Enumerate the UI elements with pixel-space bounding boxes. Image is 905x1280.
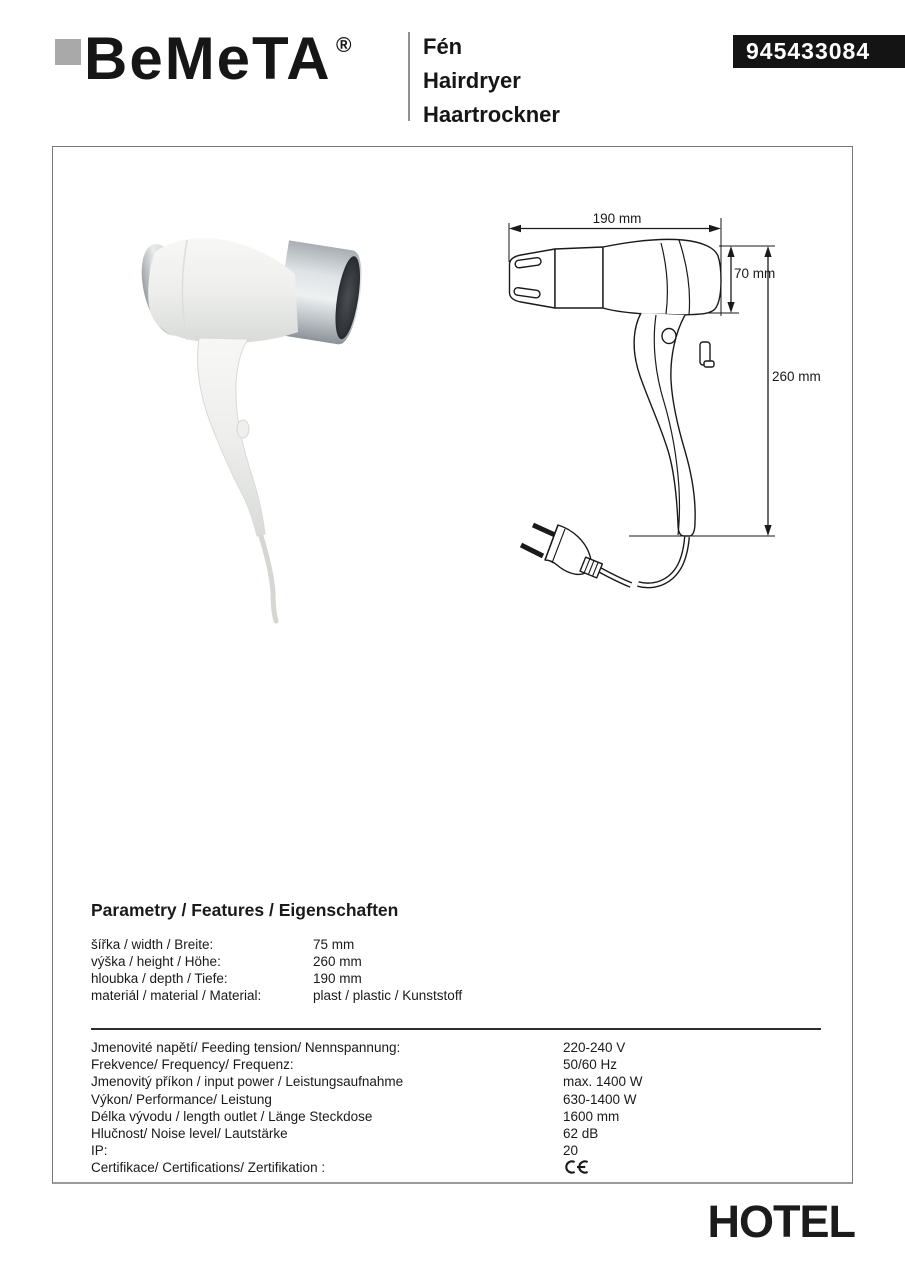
spec-value: 1600 mm <box>563 1108 620 1124</box>
spec-value: 630-1400 W <box>563 1091 637 1107</box>
parameter-value: 260 mm <box>313 954 362 969</box>
dim-label-head-height: 70 mm <box>734 266 776 281</box>
spec-label: Frekvence/ Frequency/ Frequenz: <box>91 1057 294 1073</box>
spec-value: 220-240 V <box>563 1040 626 1055</box>
parameter-row <box>91 936 831 953</box>
spec-divider <box>91 1028 821 1030</box>
spec-label: Certifikace/ Certifications/ Zertifikation : <box>91 1160 326 1176</box>
parameter-label: materiál / material / Material: <box>91 988 262 1003</box>
brand-logo: BeMeTA <box>84 25 332 92</box>
power-plug <box>521 525 602 578</box>
parameter-value: 190 mm <box>313 971 362 986</box>
spec-row <box>91 1091 851 1108</box>
product-photo <box>121 224 401 624</box>
spec-label: Jmenovitý příkon / input power / Leistungsaufnahme <box>91 1074 404 1090</box>
spec-row <box>91 1159 851 1176</box>
product-title-en: Hairdryer <box>423 68 521 93</box>
collection-label: HOTEL <box>707 1196 855 1247</box>
hairdryer-switch <box>237 420 249 438</box>
spec-row <box>91 1108 851 1125</box>
spec-value: 62 dB <box>563 1126 599 1142</box>
spec-value: 50/60 Hz <box>563 1057 618 1073</box>
spec-label: Délka vývodu / length outlet / Länge Steckdose <box>91 1108 373 1124</box>
parameter-label: hloubka / depth / Tiefe: <box>91 971 228 986</box>
parameter-row <box>91 970 831 987</box>
spec-label: Hlučnost/ Noise level/ Lautstärke <box>91 1126 288 1142</box>
spec-value: 20 <box>563 1143 579 1159</box>
dim-label-height: 260 mm <box>772 369 821 384</box>
registered-trademark-icon: ® <box>336 34 352 57</box>
specs-table <box>91 1039 851 1177</box>
power-cord <box>600 537 687 585</box>
spec-label: Jmenovité napětí/ Feeding tension/ Nennspannung: <box>91 1040 401 1055</box>
parameters-heading: Parametry / Features / Eigenschaften <box>91 900 399 920</box>
parameter-value: 75 mm <box>313 937 355 952</box>
parameter-value: plast / plastic / Kunststoff <box>313 988 463 1003</box>
product-title <box>423 30 560 132</box>
spec-row <box>91 1142 851 1159</box>
parameter-label: šířka / width / Breite: <box>91 937 214 952</box>
ce-mark-icon <box>563 1159 589 1175</box>
header-divider <box>408 32 410 121</box>
parameter-label: výška / height / Höhe: <box>91 954 221 969</box>
parameters-table <box>91 936 831 1004</box>
product-title-de: Haartrockner <box>423 102 560 127</box>
hairdryer-body <box>148 238 298 343</box>
hairdryer-handle <box>198 338 265 536</box>
product-title-cs: Fén <box>423 34 463 59</box>
logo-square-icon <box>55 39 81 65</box>
spec-row <box>91 1073 851 1090</box>
hairdryer-cord <box>261 536 276 621</box>
content-box <box>52 146 853 1184</box>
dim-label-width: 190 mm <box>592 211 642 226</box>
spec-row <box>91 1039 851 1056</box>
spec-label: IP: <box>91 1143 108 1159</box>
dimension-drawing <box>481 196 821 596</box>
spec-label: Výkon/ Performance/ Leistung <box>91 1091 272 1107</box>
spec-value <box>563 1159 589 1177</box>
parameter-row <box>91 987 831 1004</box>
hairdryer-outline <box>510 239 722 536</box>
parameter-row <box>91 953 831 970</box>
spec-row <box>91 1056 851 1073</box>
spec-row <box>91 1125 851 1142</box>
product-code-badge: 945433084 <box>733 35 905 68</box>
spec-value: max. 1400 W <box>563 1074 643 1090</box>
